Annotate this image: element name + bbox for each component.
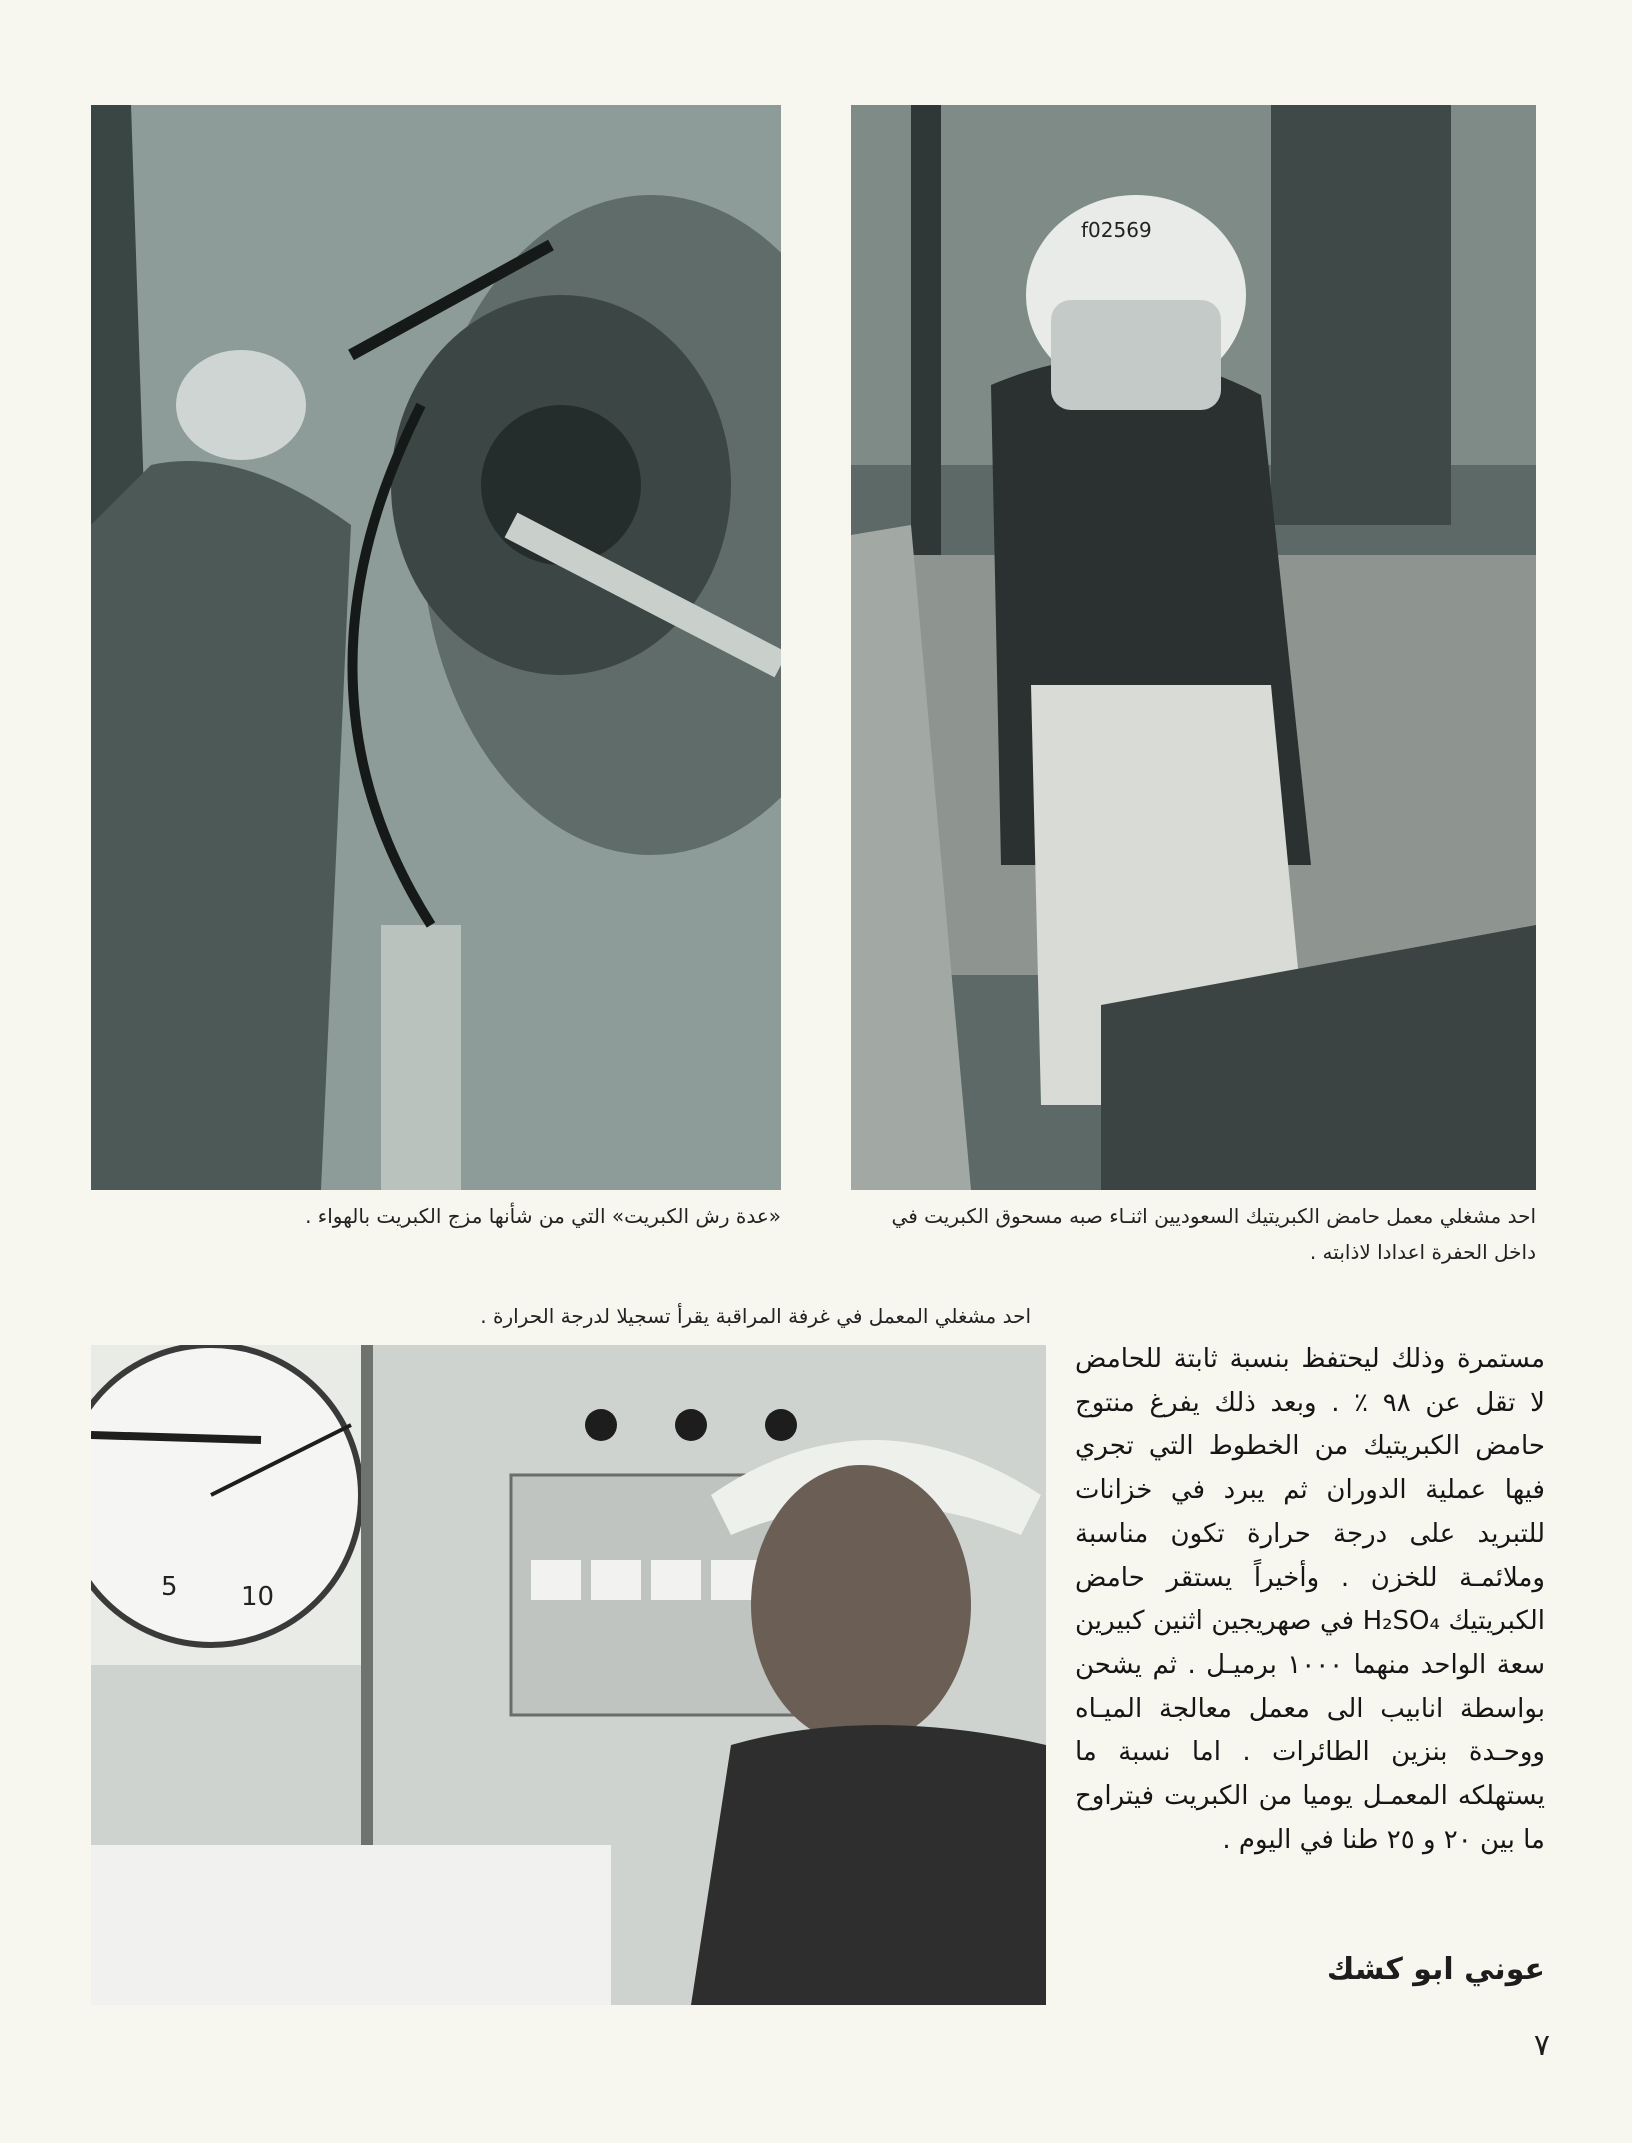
photo-control-room xyxy=(91,1345,1046,2005)
photo-sulfur-sprayer xyxy=(91,105,781,1190)
worker-pouring-illustration xyxy=(851,105,1536,1190)
page-number: ٧ xyxy=(1533,2028,1550,2063)
article-body: مستمرة وذلك ليحتفظ بنسبة ثابتة للحامض لا تقل عن ٩٨ ٪ . وبعد ذلك يفرغ منتوج حامض الكبريتيك من الخطوط التي تجري فيها عملية الدوران ثم يبرد في خزانات للتبريد على درجة حرارة تكون مناسبة وملائمـة للخزن . وأخيراً يستقر حامض الكبريتيك H₂SO₄ في صهريجين اثنين كبيرين سعة الواحد منهما ١٠٠٠ برميـل . ثم يشحن بواسطة انابيب الى معمل معالجة الميـاه ووحـدة بنزين الطائرات . اما نسبة ما يستهلكه المعمـل يوميا من الكبريت فيتراوح ما بين ٢٠ و ٢٥ طنا في اليوم . xyxy=(1075,1344,1545,1855)
sulfur-sprayer-illustration xyxy=(91,105,781,1190)
photo-worker-pouring xyxy=(851,105,1536,1190)
caption-sulfur-sprayer: «عدة رش الكبريت» التي من شأنها مزج الكبريت بالهواء . xyxy=(305,1204,781,1228)
dial-label-5: 5 xyxy=(161,1572,178,1602)
helmet-id-label: f02569 xyxy=(1081,218,1152,242)
dial-label-10: 10 xyxy=(241,1582,275,1612)
author-name: عوني ابو كشك xyxy=(1326,1952,1545,1987)
caption-control-room: احد مشغلي المعمل في غرفة المراقبة يقرأ تسجيلا لدرجة الحرارة . xyxy=(480,1304,1031,1328)
control-room-illustration xyxy=(91,1345,1046,2005)
caption-worker-pouring: احد مشغلي معمل حامض الكبريتيك السعوديين اثنـاء صبه مسحوق الكبريت في داخل الحفرة اعدادا لاذابته . xyxy=(891,1204,1536,1264)
